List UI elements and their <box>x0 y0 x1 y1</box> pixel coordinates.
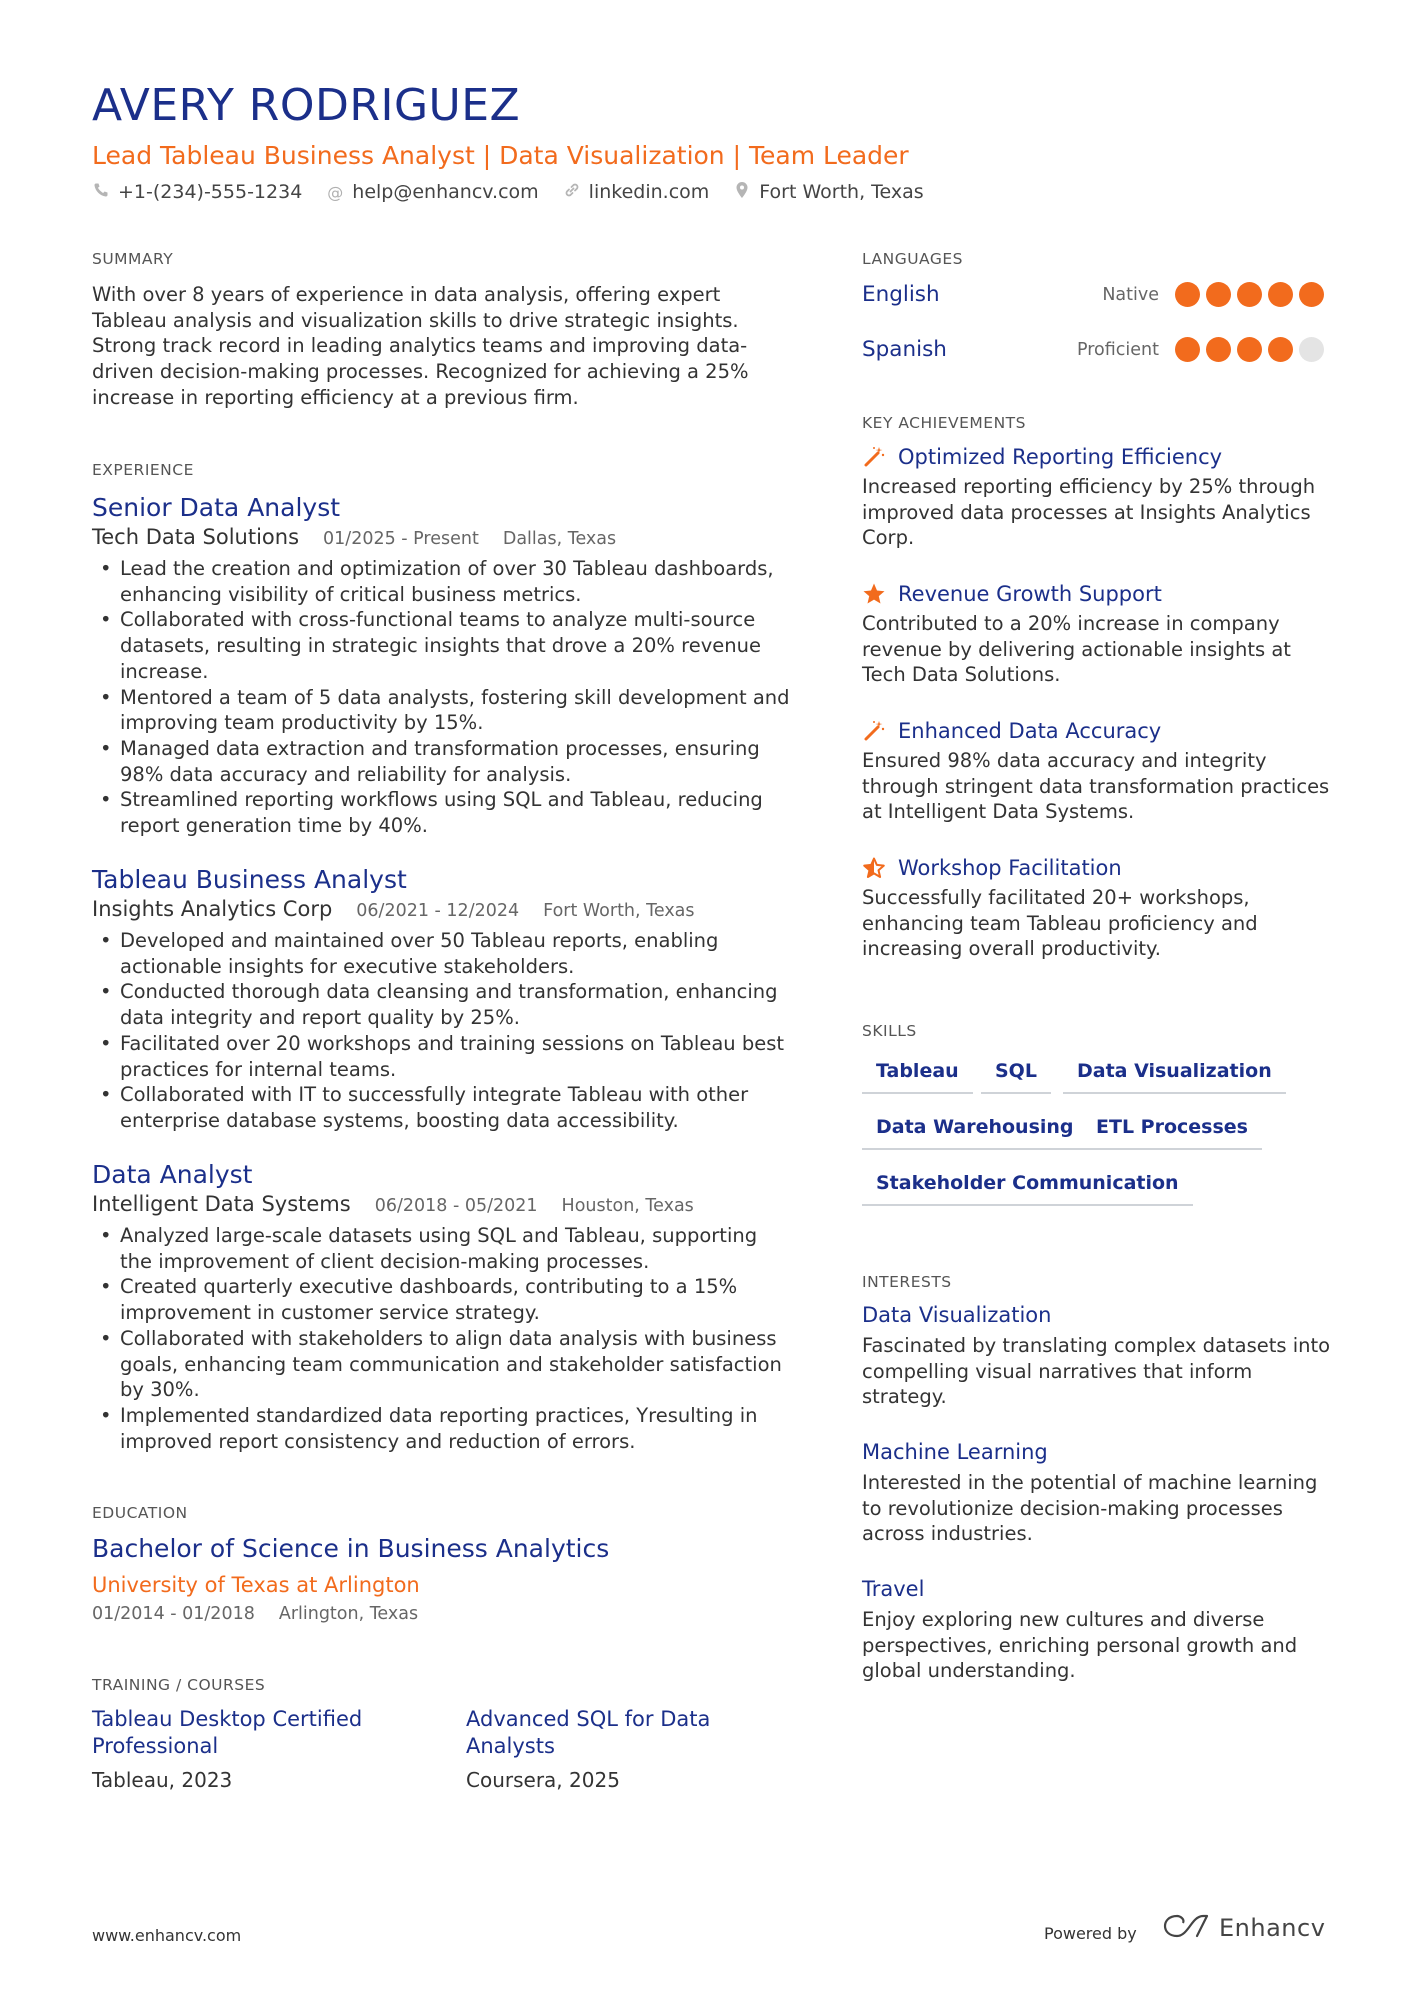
job-location: Fort Worth, Texas <box>543 901 695 921</box>
footer-powered-label: Powered by <box>1044 1924 1137 1943</box>
footer-url[interactable]: www.enhancv.com <box>92 1926 242 1945</box>
course-org: Tableau, 2023 <box>92 1768 233 1792</box>
job-role: Data Analyst <box>92 1160 253 1189</box>
skill-tag: Stakeholder Communication <box>862 1172 1193 1206</box>
languages-heading: LANGUAGES <box>862 250 964 268</box>
job-dates: 01/2025 - Present <box>323 529 479 549</box>
job-role: Tableau Business Analyst <box>92 865 407 894</box>
job-bullet: • Collaborated with cross-functional teams to analyze multi-source datasets, resulting in strategic insights that drove a 20% revenue increase. <box>92 607 792 684</box>
skill-tag: SQL <box>981 1060 1051 1094</box>
interest-entry <box>862 1303 1332 1410</box>
language-row <box>862 337 1324 362</box>
achievement-name: Enhanced Data Accuracy <box>898 719 1162 743</box>
achievement-entry <box>862 582 1332 688</box>
enhancv-logo-text: Enhancv <box>1219 1914 1326 1942</box>
location-text: Fort Worth, Texas <box>759 181 924 203</box>
contact-bar <box>92 181 924 203</box>
magic-wand-icon <box>862 719 886 743</box>
job-bullet: • Analyzed large-scale datasets using SQL and Tableau, supporting the improvement of client decision-making processes. <box>92 1223 792 1274</box>
location-pin-icon <box>733 181 751 203</box>
linkedin-text: linkedin.com <box>588 181 710 203</box>
job-bullet: • Collaborated with stakeholders to align data analysis with business goals, enhancing team communication and stakeholder satisfaction by 30%. <box>92 1326 792 1403</box>
course-org: Coursera, 2025 <box>466 1768 620 1792</box>
achievement-entry <box>862 445 1332 551</box>
job-bullet: • Facilitated over 20 workshops and training sessions on Tableau best practices for internal teams. <box>92 1031 792 1082</box>
job-bullet: • Created quarterly executive dashboards, contributing to a 15% improvement in customer service strategy. <box>92 1274 792 1325</box>
job-bullet: • Streamlined reporting workflows using SQL and Tableau, reducing report generation time by 40%. <box>92 787 792 838</box>
language-rating <box>1175 282 1324 307</box>
achievement-name: Workshop Facilitation <box>898 856 1122 880</box>
experience-heading: EXPERIENCE <box>92 461 194 479</box>
achievement-entry <box>862 856 1332 962</box>
contact-email[interactable] <box>326 181 538 203</box>
rating-dot-filled <box>1268 282 1293 307</box>
job-bullet: • Managed data extraction and transformation processes, ensuring 98% data accuracy and reliability for analysis. <box>92 736 792 787</box>
job-entry <box>92 492 792 839</box>
course-name: Tableau Desktop Certified Professional <box>92 1707 363 1758</box>
link-icon <box>563 181 581 203</box>
interest-name: Machine Learning <box>862 1440 1048 1464</box>
language-name: English <box>862 282 940 307</box>
interest-entry <box>862 1577 1332 1684</box>
job-meta <box>92 896 792 924</box>
rating-dot-filled <box>1175 337 1200 362</box>
rating-dot-filled <box>1299 282 1324 307</box>
phone-text: +1-(234)-555-1234 <box>118 181 303 203</box>
job-meta <box>92 1191 792 1219</box>
rating-dot-filled <box>1206 337 1231 362</box>
star-icon <box>862 582 886 606</box>
language-level: Native <box>1102 284 1159 305</box>
job-bullets <box>92 1223 792 1454</box>
job-dates: 06/2018 - 05/2021 <box>374 1196 538 1216</box>
job-bullet: • Conducted thorough data cleansing and transformation, enhancing data integrity and report quality by 25%. <box>92 979 792 1030</box>
achievement-desc: Ensured 98% data accuracy and integrity through stringent data transformation practices at Intelligent Data Systems. <box>862 749 1330 824</box>
achievement-desc: Contributed to a 20% increase in company revenue by delivering actionable insights at Tech Data Solutions. <box>862 612 1291 687</box>
language-rating <box>1175 337 1324 362</box>
job-role: Senior Data Analyst <box>92 493 341 522</box>
summary-heading: SUMMARY <box>92 250 174 268</box>
contact-linkedin[interactable] <box>563 181 710 203</box>
achievement-desc: Increased reporting efficiency by 25% through improved data processes at Insights Analytics Corp. <box>862 475 1316 550</box>
rating-dot-filled <box>1175 282 1200 307</box>
interest-desc: Fascinated by translating complex datasets into compelling visual narratives that inform strategy. <box>862 1334 1331 1409</box>
language-name: Spanish <box>862 337 947 362</box>
interest-name: Data Visualization <box>862 1303 1052 1327</box>
contact-phone <box>92 181 302 203</box>
job-meta <box>92 524 792 552</box>
education-meta <box>92 1604 418 1624</box>
email-text: help@enhancv.com <box>352 181 539 203</box>
phone-icon <box>92 182 110 202</box>
job-bullet: • Lead the creation and optimization of over 30 Tableau dashboards, enhancing visibility of critical business metrics. <box>92 556 792 607</box>
at-icon: @ <box>327 182 344 202</box>
job-company: Intelligent Data Systems <box>92 1192 351 1216</box>
interest-desc: Interested in the potential of machine learning to revolutionize decision-making processes across industries. <box>862 1471 1318 1546</box>
course-entry <box>92 1706 412 1792</box>
job-entry <box>92 1159 792 1454</box>
candidate-name: AVERY RODRIGUEZ <box>92 80 521 131</box>
rating-dot-empty <box>1299 337 1324 362</box>
rating-dot-filled <box>1237 282 1262 307</box>
education-location: Arlington, Texas <box>278 1604 419 1624</box>
skill-tag: Data Warehousing <box>862 1116 1088 1150</box>
rating-dot-filled <box>1206 282 1231 307</box>
job-bullet: • Developed and maintained over 50 Tableau reports, enabling actionable insights for executive stakeholders. <box>92 928 792 979</box>
training-heading: TRAINING / COURSES <box>92 1676 266 1694</box>
education-dates: 01/2014 - 01/2018 <box>92 1604 255 1624</box>
contact-location <box>733 181 923 203</box>
achievement-name: Optimized Reporting Efficiency <box>898 445 1223 469</box>
achievement-entry <box>862 719 1332 825</box>
job-bullet: • Collaborated with IT to successfully integrate Tableau with other enterprise database systems, boosting data accessibility. <box>92 1082 792 1133</box>
job-company: Insights Analytics Corp <box>92 897 333 921</box>
course-entry <box>466 1706 746 1792</box>
achievement-desc: Successfully facilitated 20+ workshops, enhancing team Tableau proficiency and increasing overall productivity. <box>862 886 1258 961</box>
achievement-name: Revenue Growth Support <box>898 582 1162 606</box>
job-entry <box>92 864 792 1134</box>
education-school: University of Texas at Arlington <box>92 1573 420 1597</box>
interest-desc: Enjoy exploring new cultures and diverse perspectives, enriching personal growth and global understanding. <box>862 1608 1298 1683</box>
job-bullets <box>92 556 792 839</box>
candidate-title: Lead Tableau Business Analyst | Data Visualization | Team Leader <box>92 141 909 170</box>
summary-text: With over 8 years of experience in data analysis, offering expert Tableau analysis and visualization skills to drive strategic insights. Strong track record in leading analytics teams and improving data-driven decision-making processes. Recognized for achieving a 25% increase in reporting efficiency at a previous firm. <box>92 283 749 409</box>
job-dates: 06/2021 - 12/2024 <box>356 901 520 921</box>
skill-tag: Tableau <box>862 1060 973 1094</box>
language-level: Proficient <box>1077 339 1159 360</box>
course-name: Advanced SQL for Data Analysts <box>466 1707 711 1758</box>
enhancv-logo-icon <box>1163 1912 1209 1944</box>
job-location: Dallas, Texas <box>502 529 617 549</box>
education-degree: Bachelor of Science in Business Analytics <box>92 1534 610 1563</box>
skill-tag: Data Visualization <box>1063 1060 1286 1094</box>
job-bullet: • Mentored a team of 5 data analysts, fostering skill development and improving team productivity by 15%. <box>92 685 792 736</box>
job-company: Tech Data Solutions <box>92 525 300 549</box>
skill-tag: ETL Processes <box>1082 1116 1262 1150</box>
job-bullet: • Implemented standardized data reporting practices, Yresulting in improved report consistency and reduction of errors. <box>92 1403 792 1454</box>
interests-heading: INTERESTS <box>862 1273 952 1291</box>
magic-wand-icon <box>862 445 886 469</box>
job-location: Houston, Texas <box>561 1196 694 1216</box>
interest-entry <box>862 1440 1332 1547</box>
enhancv-logo[interactable] <box>1163 1912 1325 1944</box>
rating-dot-filled <box>1237 337 1262 362</box>
education-heading: EDUCATION <box>92 1504 188 1522</box>
achievements-heading: KEY ACHIEVEMENTS <box>862 414 1026 432</box>
language-row <box>862 282 1324 307</box>
rating-dot-filled <box>1268 337 1293 362</box>
job-bullets <box>92 928 792 1134</box>
star-outline-icon <box>862 856 886 880</box>
interest-name: Travel <box>862 1577 925 1601</box>
skills-heading: SKILLS <box>862 1022 917 1040</box>
